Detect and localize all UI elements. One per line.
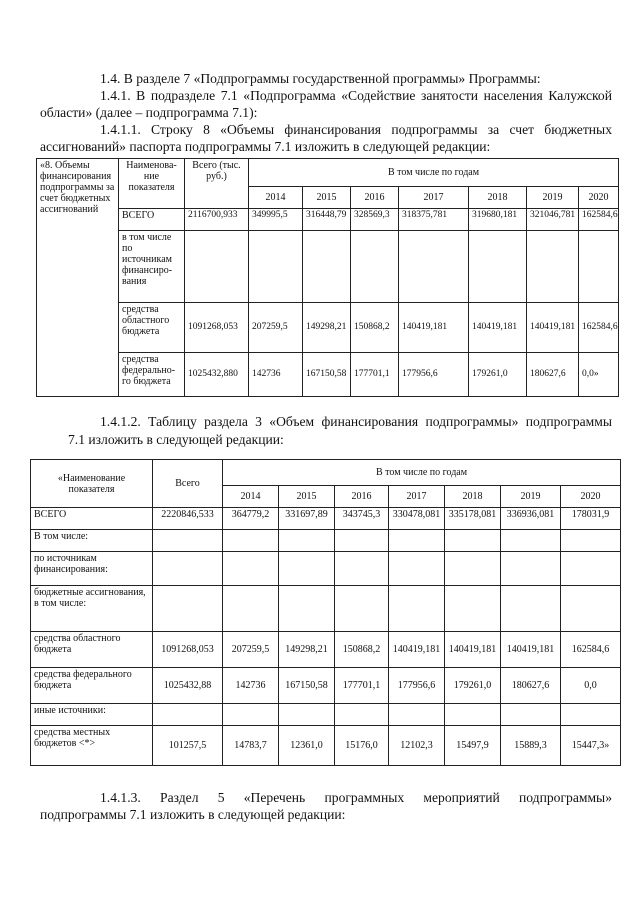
paragraph-1-4-1-3-line2: подпрограммы 7.1 изложить в следующей редакции: bbox=[40, 807, 346, 822]
cell-value: 177956,6 bbox=[399, 353, 469, 397]
cell-value bbox=[561, 530, 621, 552]
cell-value bbox=[501, 586, 561, 632]
cell-value: 321046,781 bbox=[527, 209, 579, 231]
passport-funding-table bbox=[36, 158, 619, 397]
cell-value: 162584,6 bbox=[561, 632, 621, 668]
cell-value: 162584,6 bbox=[579, 303, 619, 353]
cell-value: 179261,0 bbox=[445, 668, 501, 704]
cell-value bbox=[579, 231, 619, 303]
cell-value: 12361,0 bbox=[279, 726, 335, 766]
cell-value: 349995,5 bbox=[249, 209, 303, 231]
row-label: ВСЕГО bbox=[31, 508, 153, 530]
cell-value bbox=[335, 586, 389, 632]
row-label: средства областного бюджета bbox=[31, 632, 153, 668]
row-label: средства федерально-го бюджета bbox=[119, 353, 185, 397]
cell-value bbox=[335, 704, 389, 726]
col-header-name: «Наименование показателя bbox=[31, 460, 153, 508]
cell-value bbox=[279, 530, 335, 552]
row-total: 2220846,533 bbox=[153, 508, 223, 530]
table-row bbox=[37, 303, 619, 353]
table-row bbox=[37, 353, 619, 397]
year-header: 2019 bbox=[501, 486, 561, 508]
cell-value: 15889,3 bbox=[501, 726, 561, 766]
row-total bbox=[153, 704, 223, 726]
cell-value: 180627,6 bbox=[501, 668, 561, 704]
table-row bbox=[31, 704, 621, 726]
cell-value bbox=[445, 530, 501, 552]
cell-value: 167150,58 bbox=[303, 353, 351, 397]
row-label: иные источники: bbox=[31, 704, 153, 726]
row-label: В том числе: bbox=[31, 530, 153, 552]
row-label: ВСЕГО bbox=[119, 209, 185, 231]
row-total: 101257,5 bbox=[153, 726, 223, 766]
row-label: по источникам финансирования: bbox=[31, 552, 153, 586]
row-total bbox=[185, 231, 249, 303]
subprogram-funding-table bbox=[30, 459, 621, 766]
cell-value: 140419,181 bbox=[527, 303, 579, 353]
paragraph-1-4-1-2-line1: 1.4.1.2. Таблицу раздела 3 «Объем финансирования подпрограммы» подпрограммы bbox=[100, 414, 612, 429]
cell-value: 12102,3 bbox=[389, 726, 445, 766]
row-label: в том числе по источникам финансиро-вания bbox=[119, 231, 185, 303]
cell-value bbox=[389, 586, 445, 632]
cell-value: 177956,6 bbox=[389, 668, 445, 704]
cell-value: 167150,58 bbox=[279, 668, 335, 704]
cell-value bbox=[335, 552, 389, 586]
cell-value: 0,0» bbox=[579, 353, 619, 397]
cell-value: 150868,2 bbox=[335, 632, 389, 668]
cell-value bbox=[389, 530, 445, 552]
cell-value: 142736 bbox=[249, 353, 303, 397]
paragraph-1-4-1-line2: области» (далее – подпрограмма 7.1): bbox=[40, 105, 258, 120]
year-header: 2014 bbox=[249, 187, 303, 209]
cell-value: 149298,21 bbox=[279, 632, 335, 668]
cell-value bbox=[279, 586, 335, 632]
cell-value: 316448,79 bbox=[303, 209, 351, 231]
cell-value: 179261,0 bbox=[469, 353, 527, 397]
cell-value: 330478,081 bbox=[389, 508, 445, 530]
col-header-years: В том числе по годам bbox=[223, 460, 621, 486]
year-header: 2014 bbox=[223, 486, 279, 508]
row-total: 2116700,933 bbox=[185, 209, 249, 231]
cell-value: 180627,6 bbox=[527, 353, 579, 397]
year-header: 2019 bbox=[527, 187, 579, 209]
paragraph-1-4-1-2-line2: 7.1 изложить в следующей редакции: bbox=[68, 432, 284, 447]
paragraph-1-4-1-1-line1: 1.4.1.1. Строку 8 «Объемы финансирования подпрограммы за счет бюджетных bbox=[100, 122, 612, 137]
cell-value: 207259,5 bbox=[249, 303, 303, 353]
paragraph-1-4-1-1-line2: ассигнований» паспорта подпрограммы 7.1 изложить в следующей редакции: bbox=[40, 139, 491, 154]
cell-value bbox=[303, 231, 351, 303]
cell-value: 319680,181 bbox=[469, 209, 527, 231]
cell-value: 331697,89 bbox=[279, 508, 335, 530]
cell-value: 177701,1 bbox=[351, 353, 399, 397]
cell-value bbox=[279, 704, 335, 726]
table-row bbox=[37, 231, 619, 303]
cell-value bbox=[561, 704, 621, 726]
cell-value bbox=[561, 552, 621, 586]
cell-value bbox=[223, 586, 279, 632]
cell-value bbox=[469, 231, 527, 303]
col-header-name: Наименова-ние показателя bbox=[119, 159, 185, 209]
cell-value: 162584,6 bbox=[579, 209, 619, 231]
cell-value: 140419,181 bbox=[389, 632, 445, 668]
paragraph-1-4: 1.4. В разделе 7 «Подпрограммы государственной программы» Программы: bbox=[100, 71, 541, 86]
row-total: 1091268,053 bbox=[153, 632, 223, 668]
cell-value: 364779,2 bbox=[223, 508, 279, 530]
cell-value bbox=[389, 552, 445, 586]
cell-value bbox=[389, 704, 445, 726]
cell-value: 343745,3 bbox=[335, 508, 389, 530]
year-header: 2017 bbox=[399, 187, 469, 209]
cell-value bbox=[351, 231, 399, 303]
year-header: 2016 bbox=[351, 187, 399, 209]
cell-value bbox=[501, 704, 561, 726]
year-header: 2020 bbox=[579, 187, 619, 209]
table-row bbox=[31, 726, 621, 766]
cell-value bbox=[527, 231, 579, 303]
table-row bbox=[31, 508, 621, 530]
cell-value: 15176,0 bbox=[335, 726, 389, 766]
row-total: 1091268,053 bbox=[185, 303, 249, 353]
cell-value bbox=[223, 704, 279, 726]
year-header: 2018 bbox=[445, 486, 501, 508]
year-header: 2015 bbox=[303, 187, 351, 209]
row-total bbox=[153, 586, 223, 632]
cell-value: 140419,181 bbox=[445, 632, 501, 668]
cell-value bbox=[279, 552, 335, 586]
year-header: 2016 bbox=[335, 486, 389, 508]
cell-value bbox=[445, 552, 501, 586]
cell-value: 15497,9 bbox=[445, 726, 501, 766]
col-header-total: Всего bbox=[153, 460, 223, 508]
table-row bbox=[37, 209, 619, 231]
cell-value bbox=[561, 586, 621, 632]
cell-value: 336936,081 bbox=[501, 508, 561, 530]
cell-value: 177701,1 bbox=[335, 668, 389, 704]
year-header: 2018 bbox=[469, 187, 527, 209]
col-header-years: В том числе по годам bbox=[249, 159, 619, 187]
passport-row-title: «8. Объемы финансирования подпрограммы за счет бюджетных ассигнований bbox=[37, 159, 119, 397]
cell-value bbox=[501, 530, 561, 552]
paragraph-1-4-1-3-line1: 1.4.1.3. Раздел 5 «Перечень программных мероприятий подпрограммы» bbox=[100, 790, 612, 805]
cell-value: 178031,9 bbox=[561, 508, 621, 530]
cell-value: 150868,2 bbox=[351, 303, 399, 353]
row-label: средства федерального бюджета bbox=[31, 668, 153, 704]
row-total: 1025432,88 bbox=[153, 668, 223, 704]
year-header: 2017 bbox=[389, 486, 445, 508]
cell-value bbox=[335, 530, 389, 552]
table-row bbox=[31, 586, 621, 632]
cell-value bbox=[445, 586, 501, 632]
cell-value: 149298,21 bbox=[303, 303, 351, 353]
col-header-total: Всего (тыс. руб.) bbox=[185, 159, 249, 209]
cell-value: 207259,5 bbox=[223, 632, 279, 668]
year-header: 2020 bbox=[561, 486, 621, 508]
cell-value bbox=[501, 552, 561, 586]
row-total bbox=[153, 530, 223, 552]
row-label: средства областного бюджета bbox=[119, 303, 185, 353]
cell-value bbox=[399, 231, 469, 303]
table-row bbox=[31, 668, 621, 704]
cell-value: 142736 bbox=[223, 668, 279, 704]
cell-value: 335178,081 bbox=[445, 508, 501, 530]
cell-value: 0,0 bbox=[561, 668, 621, 704]
cell-value bbox=[249, 231, 303, 303]
row-label: бюджетные ассигнования, в том числе: bbox=[31, 586, 153, 632]
cell-value: 328569,3 bbox=[351, 209, 399, 231]
cell-value bbox=[445, 704, 501, 726]
table-row bbox=[31, 530, 621, 552]
paragraph-1-4-1-line1: 1.4.1. В подразделе 7.1 «Подпрограмма «Содействие занятости населения Калужской bbox=[100, 88, 612, 103]
cell-value: 318375,781 bbox=[399, 209, 469, 231]
row-label: средства местных бюджетов <*> bbox=[31, 726, 153, 766]
table-row bbox=[31, 552, 621, 586]
year-header: 2015 bbox=[279, 486, 335, 508]
row-total bbox=[153, 552, 223, 586]
cell-value bbox=[223, 552, 279, 586]
cell-value: 14783,7 bbox=[223, 726, 279, 766]
cell-value: 140419,181 bbox=[501, 632, 561, 668]
cell-value bbox=[223, 530, 279, 552]
table-row bbox=[31, 632, 621, 668]
row-total: 1025432,880 bbox=[185, 353, 249, 397]
cell-value: 140419,181 bbox=[399, 303, 469, 353]
cell-value: 140419,181 bbox=[469, 303, 527, 353]
cell-value: 15447,3» bbox=[561, 726, 621, 766]
